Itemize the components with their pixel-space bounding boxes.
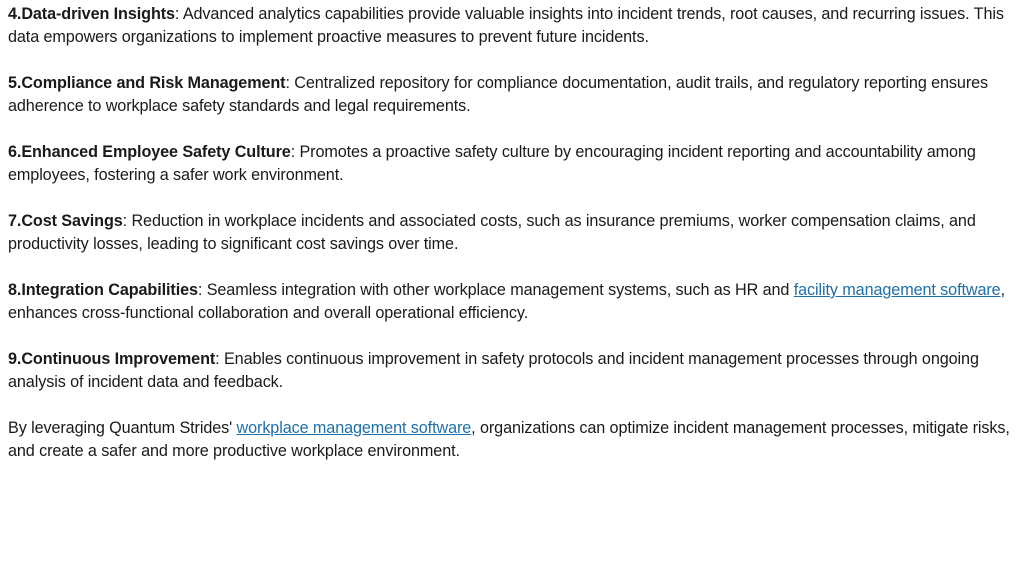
item-heading: 8.Integration Capabilities: [8, 281, 198, 299]
closing-text-after-link: , organizations can optimize incident management processes, mitigate risks, and create a safer and more productive workplace environment.: [8, 419, 1010, 460]
item-text: : Enables continuous improvement in safety protocols and incident management processes through ongoing analysis of incident data and feedback.: [8, 350, 979, 391]
item-integration-capabilities: [8, 279, 1020, 325]
item-continuous-improvement: [8, 348, 1020, 394]
item-text-after-link: , enhances cross-functional collaboration and overall operational efficiency.: [8, 281, 1005, 322]
item-text: : Reduction in workplace incidents and associated costs, such as insurance premiums, worker compensation claims, and productivity losses, leading to significant cost savings over time.: [8, 212, 976, 253]
item-cost-savings: [8, 210, 1020, 256]
item-data-driven-insights: [8, 3, 1020, 49]
closing-paragraph: [8, 417, 1020, 463]
item-heading: 4.Data-driven Insights: [8, 5, 175, 23]
item-compliance-risk-management: [8, 72, 1020, 118]
closing-text: By leveraging Quantum Strides': [8, 419, 237, 437]
item-heading: 5.Compliance and Risk Management: [8, 74, 286, 92]
item-text: : Centralized repository for compliance documentation, audit trails, and regulatory reporting ensures adherence to workplace safety standards and legal requirements.: [8, 74, 989, 115]
workplace-management-software-link[interactable]: workplace management software: [236, 419, 472, 437]
item-text: : Promotes a proactive safety culture by encouraging incident reporting and accountability among employees, fostering a safer work environment.: [8, 143, 976, 184]
item-heading: 7.Cost Savings: [8, 212, 123, 230]
item-text: : Seamless integration with other workplace management systems, such as HR and: [197, 281, 794, 299]
document-body: [8, 3, 1020, 486]
item-text: : Advanced analytics capabilities provide valuable insights into incident trends, root causes, and recurring issues. This data empowers organizations to implement proactive measures to prevent future incidents.: [8, 5, 1004, 46]
facility-management-software-link[interactable]: facility management software: [793, 281, 1001, 299]
item-safety-culture: [8, 141, 1020, 187]
item-heading: 9.Continuous Improvement: [8, 350, 216, 368]
item-heading: 6.Enhanced Employee Safety Culture: [8, 143, 291, 161]
